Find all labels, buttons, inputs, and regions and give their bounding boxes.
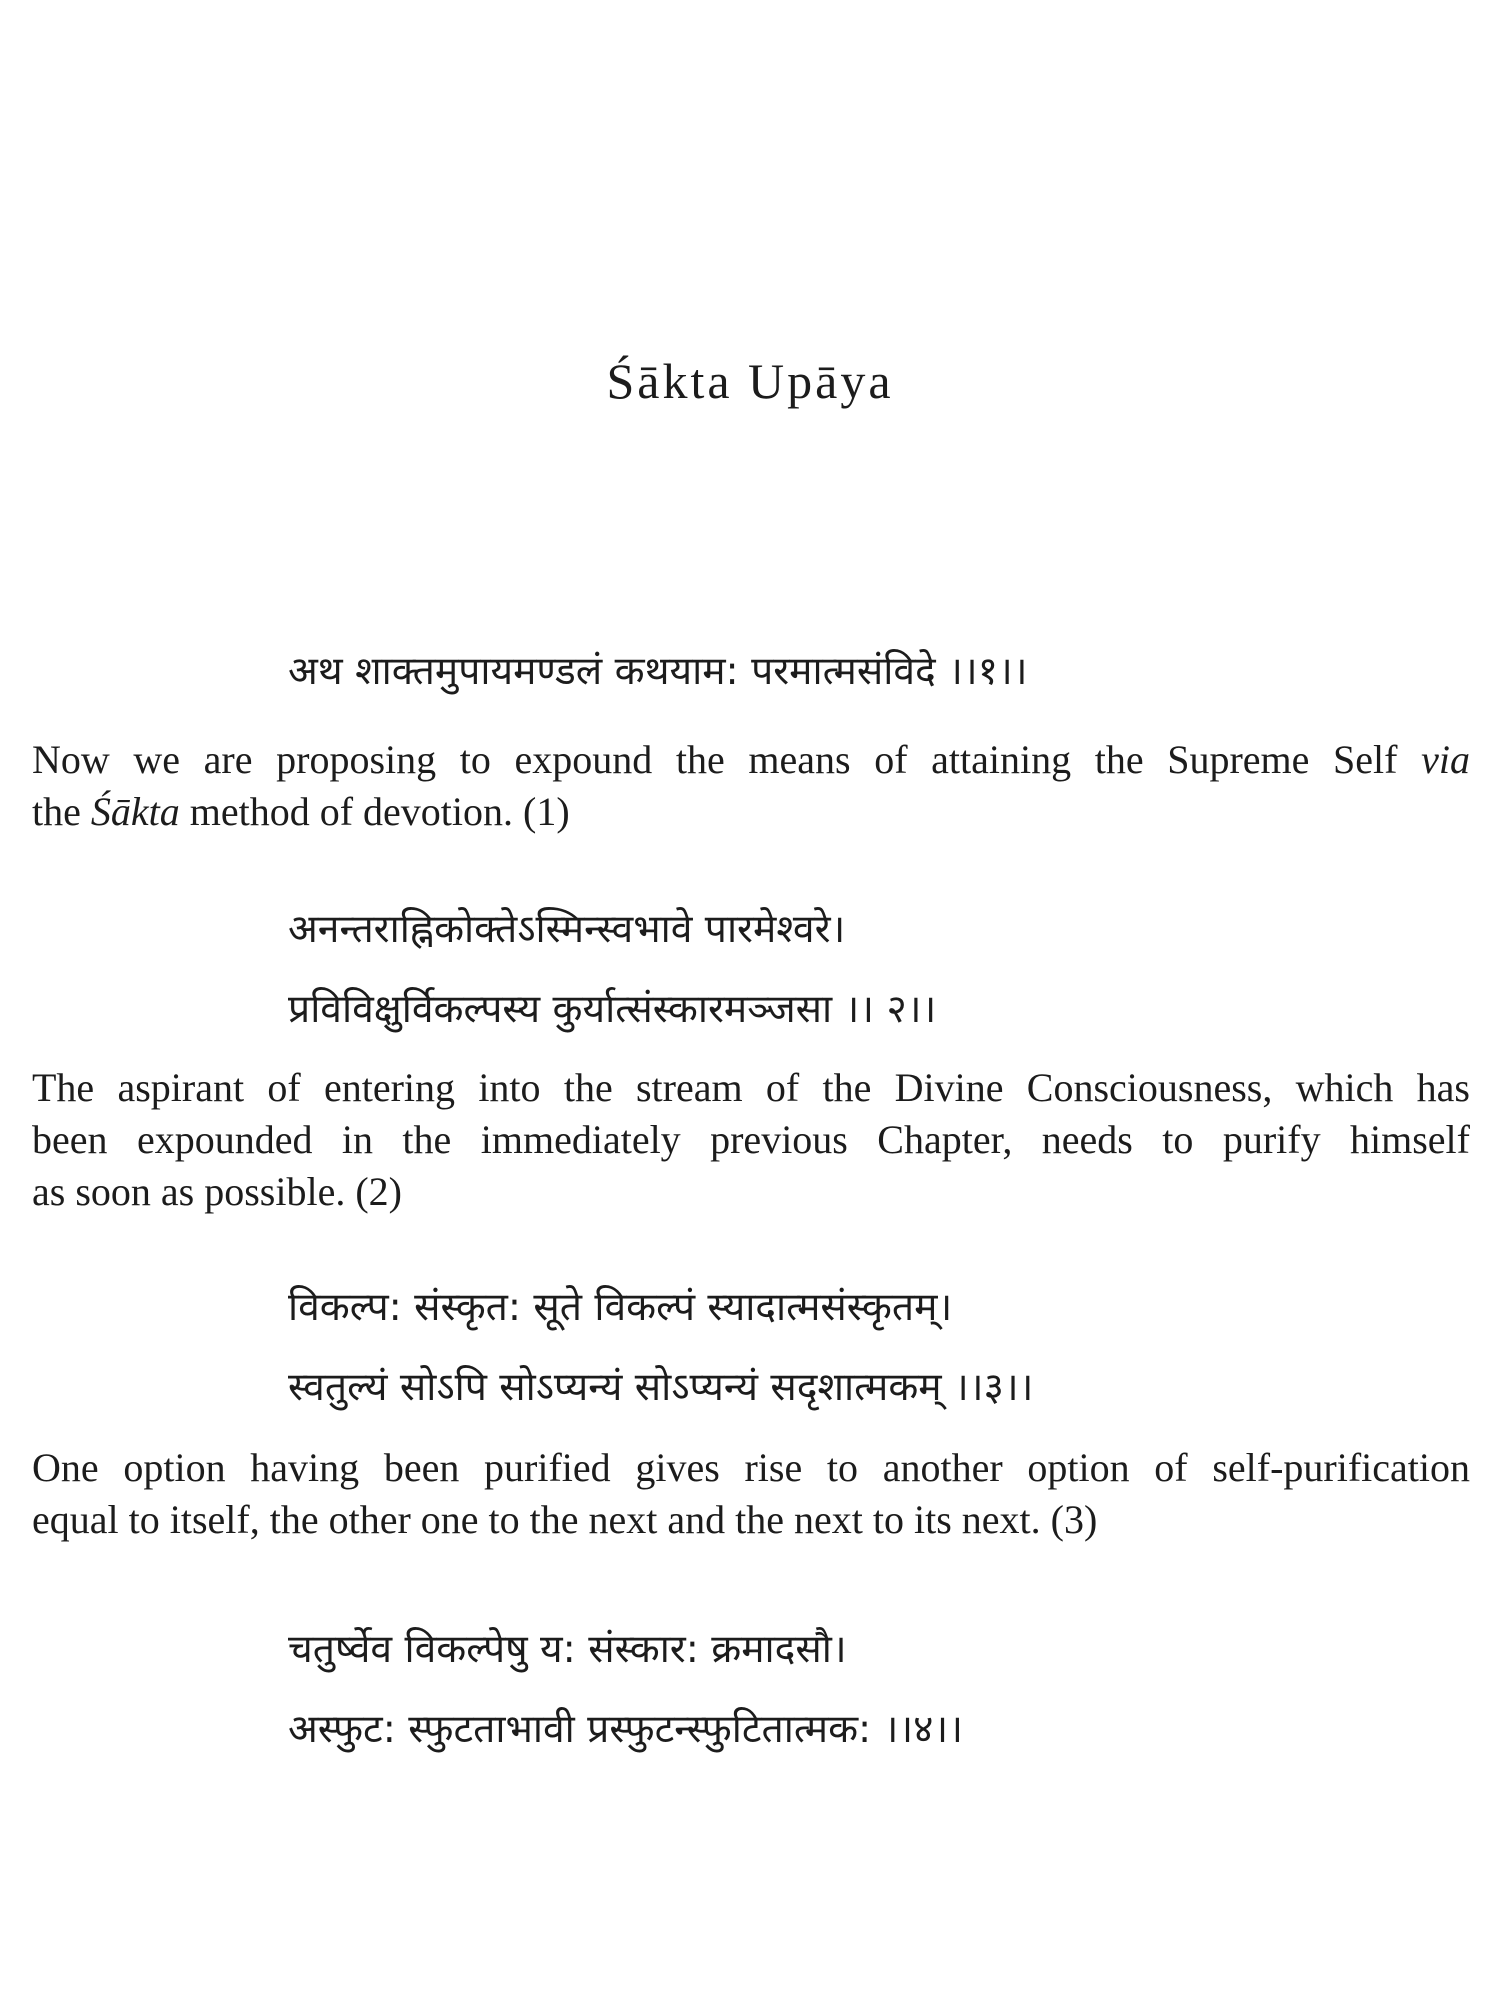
translation-line: as soon as possible. (2) — [32, 1169, 402, 1214]
translation-text: method of devotion. (1) — [179, 789, 570, 834]
verse-line: स्वतुल्यं सोऽपि सोऽप्यन्यं सोऽप्यन्यं सदृशात्मकम् ।।३।। — [288, 1365, 1034, 1410]
verse-line: अनन्तराह्निकोक्तेऽस्मिन्स्वभावे पारमेश्वरे। — [288, 907, 846, 952]
translation-line: equal to itself, the other one to the next and the next to its next. (3) — [32, 1497, 1098, 1542]
translation-line — [32, 786, 1470, 838]
chapter-title: Śākta Upāya — [606, 353, 894, 409]
translation-1 — [32, 734, 1470, 838]
translation-3 — [32, 1442, 1470, 1546]
italic-term: via — [1421, 737, 1470, 782]
translation-line: One option having been purified gives rise to another option of self-purification — [32, 1445, 1470, 1490]
translation-line: The aspirant of entering into the stream of the Divine Consciousness, which has — [32, 1065, 1470, 1110]
verse-line: चतुर्ष्वेव विकल्पेषु य: संस्कार: क्रमादसौ। — [288, 1627, 847, 1672]
translation-text: the — [32, 789, 91, 834]
verse-line: अथ शाक्तमुपायमण्डलं कथयाम: परमात्मसंविदे ।।१।। — [288, 649, 1028, 694]
sanskrit-verse-1 — [288, 632, 1028, 712]
sanskrit-verse-3 — [288, 1268, 1033, 1428]
verse-line: अस्फुट: स्फुटताभावी प्रस्फुटन्स्फुटितात्मक: ।।४।। — [288, 1707, 963, 1752]
translation-2 — [32, 1062, 1470, 1218]
translation-line: been expounded in the immediately previous Chapter, needs to purify himself — [32, 1117, 1470, 1162]
verse-line: विकल्प: संस्कृत: सूते विकल्पं स्यादात्मसंस्कृतम्। — [288, 1285, 953, 1330]
sanskrit-verse-2 — [288, 890, 936, 1050]
translation-line — [32, 734, 1470, 786]
translation-text: Now we are proposing to expound the means of attaining the Supreme Self — [32, 737, 1422, 782]
verse-line: प्रविविक्षुर्विकल्पस्य कुर्यात्संस्कारमञ्जसा ।। २।। — [288, 987, 937, 1032]
italic-term: Śākta — [90, 789, 180, 834]
sanskrit-verse-4 — [288, 1610, 963, 1770]
